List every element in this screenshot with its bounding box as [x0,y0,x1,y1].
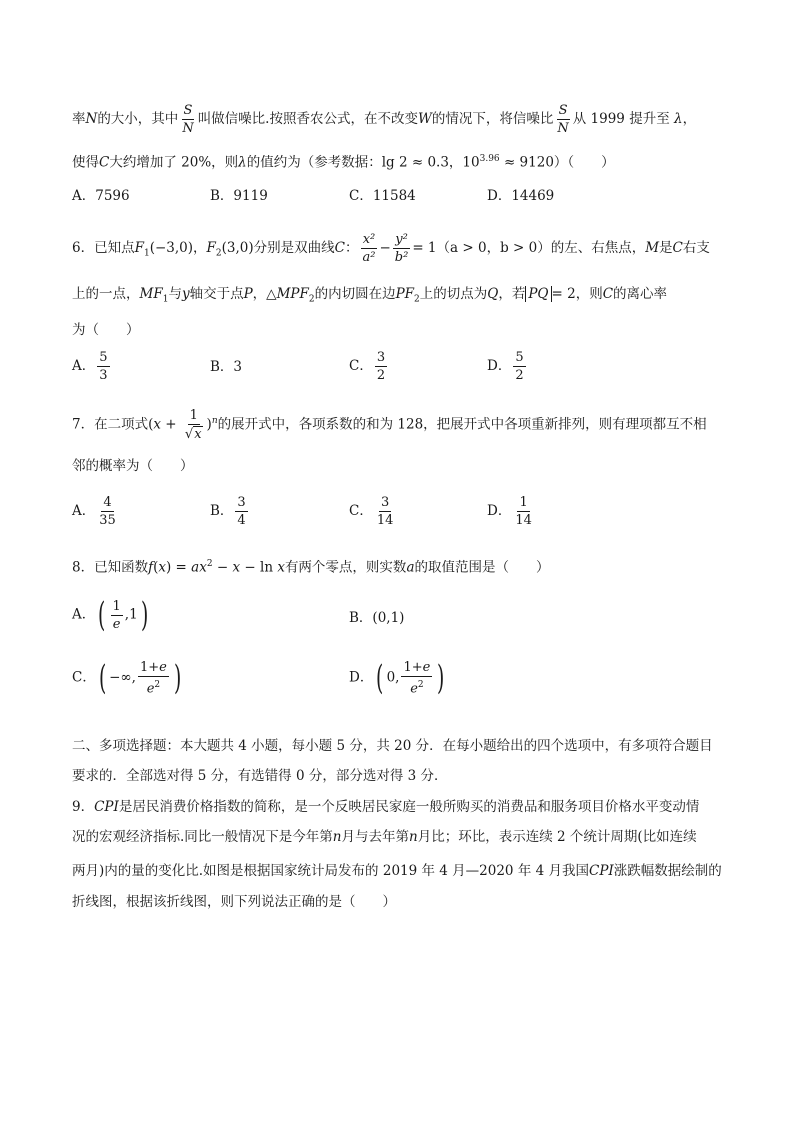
q7-line-2: 邻的概率为（ ） [72,458,194,474]
section-2-instructions-line-2: 要求的．全部选对得 5 分，有选错得 0 分，部分选对得 3 分． [72,768,448,784]
q8-line-1: 8．已知函数$f(x) = ax^2 - x - \ln x$有两个零点，则实数a的取值范围是（ ） [72,559,550,576]
fraction-1-sqrt-x: $\frac{1}{√x}$ [184,408,202,442]
q5-line-2: 使得C大约增加了 20%，则λ的值约为（参考数据：lg 2 ≈ 0.3，$10^{3.96} \approx 9120$）（ ） [72,154,615,171]
q6-option-c[interactable]: C． $\frac{3}{2}$ [349,350,386,383]
q6-line-3: 为（ ） [72,322,140,338]
q9-line-1: 9．CPI是居民消费价格指数的简称，是一个反映居民家庭一般所购买的消费品和服务项目价格水平变动情 [72,799,700,815]
fraction-x2-a2: $\frac{\text{x²}}{\text{a²}}$ [362,232,376,265]
q5-option-c[interactable]: C．11584 [349,188,416,204]
q7-option-d[interactable]: D． $\frac{1}{14}$ [487,495,532,528]
q7-option-c[interactable]: C． $\frac{3}{14}$ [349,495,394,528]
fraction-s-over-n: $\frac{S}{N}$ [182,103,194,136]
fraction-y2-b2: $\frac{\text{y²}}{\text{b²}}$ [394,232,409,265]
q8-option-a[interactable]: A．( $\frac{1}{e}$ ,1) [72,595,148,635]
fraction-s-over-n-2: $\frac{S}{N}$ [557,103,569,136]
q6-line-1: 6．已知点$F_1(-3,0)$，$F_2(3,0)$分别是双曲线C： $\frac{\text{x²}}{\text{a²}}$ − $\frac{\text{y²}}{\text{b²}}$ = 1（a > 0，b > 0）的左、右焦点，M是C右支 [72,232,710,265]
q5-option-b[interactable]: B．9119 [210,188,268,204]
q6-option-d[interactable]: D． $\frac{5}{2}$ [487,350,524,383]
q9-line-4: 折线图，根据该折线图，则下列说法正确的是（ ） [72,894,396,910]
q9-line-3: 两月)内的量的变化比.如图是根据国家统计局发布的 2019 年 4 月—2020 年 4 月我国CPI涨跌幅数据绘制的 [72,863,722,879]
section-2-instructions-line-1: 二、多项选择题：本大题共 4 小题，每小题 5 分，共 20 分．在每小题给出的四个选项中，有多项符合题目 [72,738,713,754]
q6-option-b[interactable]: B．3 [210,359,243,375]
q7-option-a[interactable]: A． $\frac{4}{35}$ [72,495,116,528]
q6-line-2: 上的一点，$MF_1$与y轴交于点P，$\triangle MPF_2$的内切圆在边$PF_2$上的切点为Q，若 PQ = 2，则C的离心率 [72,286,668,305]
q9-line-2: 况的宏观经济指标.同比一般情况下是今年第n月与去年第n月比；环比，表示连续 2 个统计周期(比如连续 [72,829,697,845]
q6-option-a[interactable]: A． $\frac{5}{3}$ [72,350,108,383]
q8-option-c[interactable]: C．( −∞, $\frac{1+e}{e^2}$ ) [72,658,182,699]
q7-option-b[interactable]: B． $\frac{3}{4}$ [210,495,246,528]
q5-line-1: 率N的大小，其中 $\frac{S}{N}$ 叫做信噪比.按照香农公式，在不改变W的情况下，将信噪比 $\frac{S}{N}$ 从 1999 提升至 λ， [72,103,697,136]
q7-line-1: 7．在二项式(x + $\frac{1}{√x}$ )$^n$的展开式中，各项系数的和为 128，把展开式中各项重新排列，则有理项都互不相 [72,408,707,442]
q5-option-a[interactable]: A．7596 [72,188,130,204]
q5-option-d[interactable]: D．14469 [487,188,555,204]
q8-option-b[interactable]: B．(0,1) [349,610,405,626]
q8-option-d[interactable]: D．( 0, $\frac{1+e}{e^2}$ ) [349,658,445,699]
